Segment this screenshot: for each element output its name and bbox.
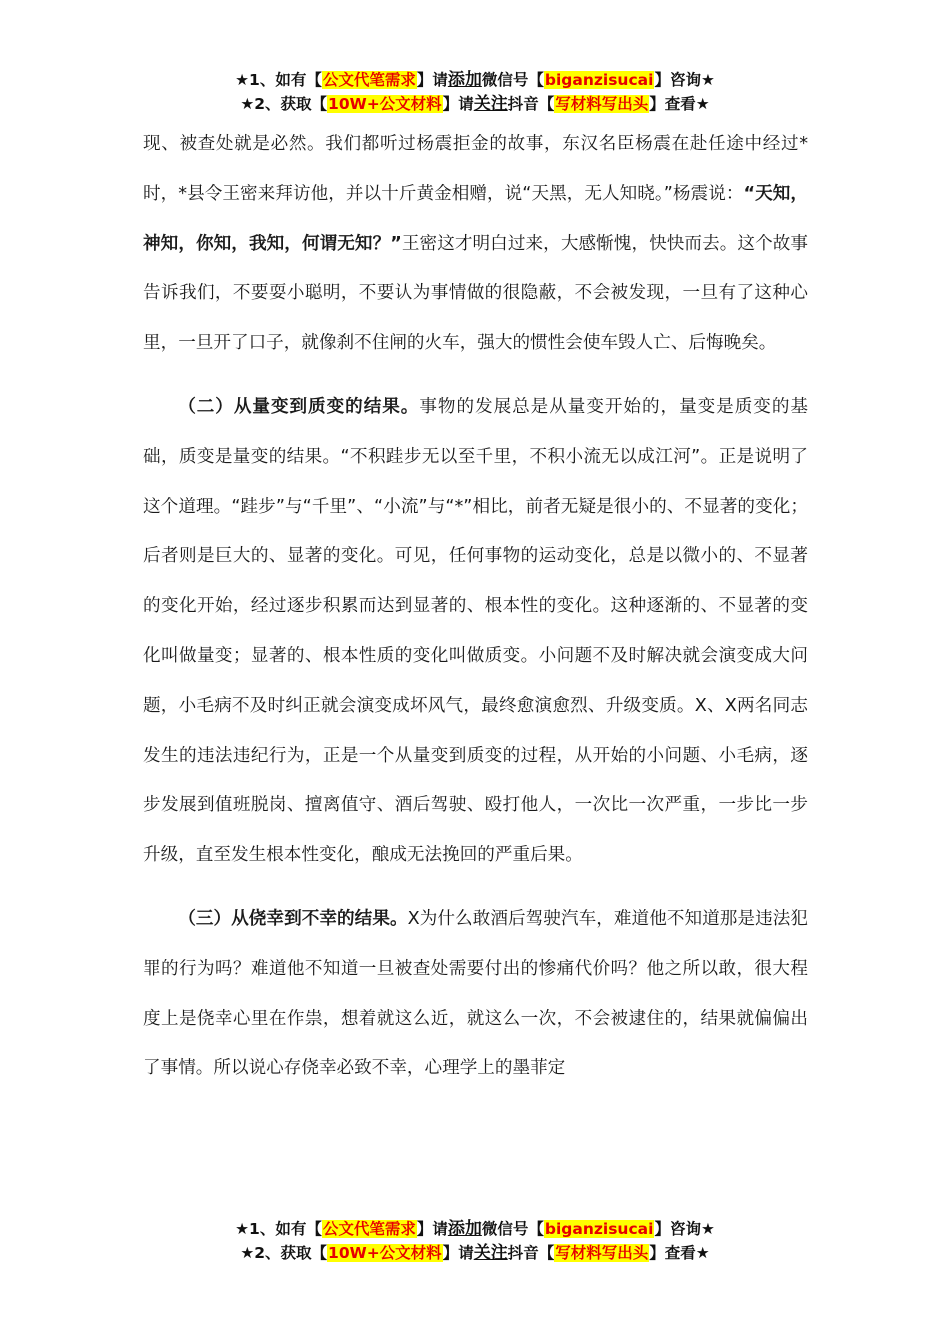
banner-underline: 关注 bbox=[473, 94, 508, 114]
document-body bbox=[143, 120, 808, 1094]
section-heading-3: （三）从侥幸到不幸的结果。 bbox=[178, 908, 408, 929]
footer-banner bbox=[0, 1217, 950, 1265]
quote-bold: “天知，神知，你知，我知，何谓无知？” bbox=[143, 183, 808, 254]
banner-text: 】咨询★ bbox=[654, 1220, 715, 1238]
banner-text: ★1、如有【 bbox=[235, 1220, 322, 1238]
banner-text: ★1、如有【 bbox=[235, 71, 322, 89]
banner-line-1 bbox=[0, 68, 950, 92]
header-banner bbox=[0, 68, 950, 116]
banner-highlight: 公文代笔需求 bbox=[322, 71, 416, 89]
banner-text: 】请 bbox=[442, 1244, 474, 1262]
banner-underline: 添加 bbox=[447, 1219, 482, 1239]
banner-text: 】请 bbox=[416, 71, 448, 89]
banner-text: 】查看★ bbox=[649, 1244, 710, 1262]
banner-text: 微信号【 bbox=[481, 1220, 544, 1238]
banner-highlight: 公文代笔需求 bbox=[322, 1220, 416, 1238]
banner-text: 抖音【 bbox=[507, 1244, 555, 1262]
banner-douyin-id: 写材料写出头 bbox=[555, 95, 649, 113]
banner-douyin-id: 写材料写出头 bbox=[555, 1244, 649, 1262]
banner-line-1 bbox=[0, 1217, 950, 1241]
banner-underline: 添加 bbox=[447, 70, 482, 90]
banner-text: 】咨询★ bbox=[654, 71, 715, 89]
banner-wechat-id: biganzisucai bbox=[544, 1220, 654, 1238]
banner-text: 】请 bbox=[442, 95, 474, 113]
banner-wechat-id: biganzisucai bbox=[544, 71, 654, 89]
banner-text: 】请 bbox=[416, 1220, 448, 1238]
banner-underline: 关注 bbox=[473, 1243, 508, 1263]
banner-text: ★2、获取【 bbox=[240, 95, 328, 113]
banner-text: 】查看★ bbox=[649, 95, 710, 113]
banner-text: ★2、获取【 bbox=[240, 1244, 328, 1262]
banner-highlight: 10W+公文材料 bbox=[328, 95, 442, 113]
banner-highlight: 10W+公文材料 bbox=[328, 1244, 442, 1262]
banner-text: 抖音【 bbox=[507, 95, 555, 113]
paragraph-3: （三）从侥幸到不幸的结果。X为什么敢酒后驾驶汽车，难道他不知道那是违法犯罪的行为吗？难道他不知道一旦被查处需要付出的惨痛代价吗？他之所以敢，很大程度上是侥幸心里在作祟，想着就这么近，就这么一次，不会被逮住的，结果就偏偏出了事情。所以说心存侥幸必致不幸，心理学上的墨菲定 bbox=[143, 908, 808, 1079]
section-heading-2: （二）从量变到质变的结果。 bbox=[178, 396, 420, 417]
banner-line-2 bbox=[0, 1241, 950, 1265]
paragraph-2: （二）从量变到质变的结果。事物的发展总是从量变开始的，量变是质变的基础，质变是量变的结果。“不积跬步无以至千里，不积小流无以成江河”。正是说明了这个道理。“跬步”与“千里”、“小流”与“*”相比，前者无疑是很小的、不显著的变化；后者则是巨大的、显著的变化。可见，任何事物的运动变化，总是以微小的、不显著的变化开始，经过逐步积累而达到显著的、根本性的变化。这种逐渐的、不显著的变化叫做量变；显著的、根本性质的变化叫做质变。小问题不及时解决就会演变成大问题，小毛病不及时纠正就会演变成坏风气，最终愈演愈烈、升级变质。X、X两名同志发生的违法违纪行为，正是一个从量变到质变的过程，从开始的小问题、小毛病，逐步发展到值班脱岗、擅离值守、酒后驾驶、殴打他人，一次比一次严重，一步比一步升级，直至发生根本性变化，酿成无法挽回的严重后果。 bbox=[143, 396, 808, 866]
paragraph-1: 现、被查处就是必然。我们都听过杨震拒金的故事，东汉名臣杨震在赴任途中经过*时，*县令王密来拜访他，并以十斤黄金相赠，说“天黑，无人知晓。”杨震说：“天知，神知，你知，我知，何谓无知？”王密这才明白过来，大感惭愧，快快而去。这个故事告诉我们，不要耍小聪明，不要认为事情做的很隐蔽，不会被发现，一旦有了这种心里，一旦开了口子，就像刹不住闸的火车，强大的惯性会使车毁人亡、后悔晚矣。 bbox=[143, 134, 808, 354]
banner-text: 微信号【 bbox=[481, 71, 544, 89]
banner-line-2 bbox=[0, 92, 950, 116]
